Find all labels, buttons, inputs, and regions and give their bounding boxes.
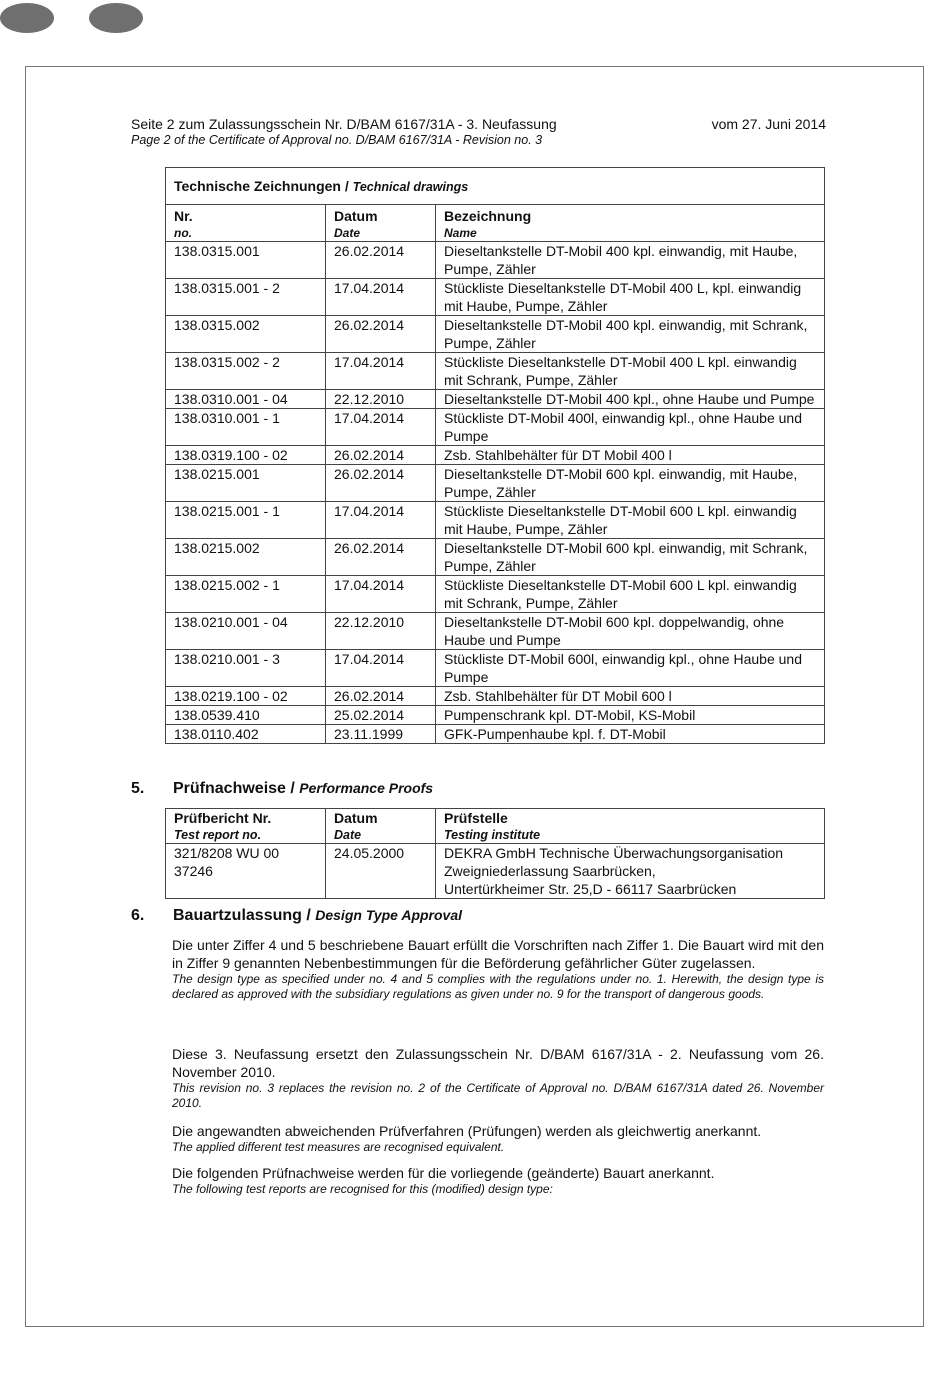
drawing-nr: 138.0539.410 [166, 706, 326, 725]
drawing-name: Dieseltankstelle DT-Mobil 400 kpl. einwandig, mit Haube, Pumpe, Zähler [436, 242, 825, 279]
col-name-en: Name [444, 226, 477, 240]
drawing-name: Stückliste Dieseltankstelle DT-Mobil 400 L, kpl. einwandig mit Haube, Pumpe, Zähler [436, 279, 825, 316]
drawing-name: Stückliste DT-Mobil 400l, einwandig kpl., ohne Haube und Pumpe [436, 409, 825, 446]
proofs-row: 321/8208 WU 00 37246 24.05.2000 DEKRA GmbH Technische Überwachungsorganisation Zweigniederlassung Saarbrücken, Untertürkheimer Str. 25,D - 66117 Saarbrücken [166, 844, 825, 899]
drawing-nr: 138.0219.100 - 02 [166, 687, 326, 706]
drawings-caption: Technische Zeichnungen / Technical drawings [166, 168, 825, 205]
drawing-date: 17.04.2014 [326, 576, 436, 613]
drawing-date: 26.02.2014 [326, 539, 436, 576]
drawing-date: 22.12.2010 [326, 613, 436, 650]
section-6-paragraph-3: Die angewandten abweichenden Prüfverfahren (Prüfungen) werden als gleichwertig anerkannt. The applied different test measures are recognised equivalent. [172, 1123, 762, 1154]
drawing-nr: 138.0310.001 - 04 [166, 390, 326, 409]
drawing-row [166, 242, 825, 279]
drawing-date: 17.04.2014 [326, 502, 436, 539]
drawing-row [166, 539, 825, 576]
drawing-nr: 138.0315.001 - 2 [166, 279, 326, 316]
drawing-row [166, 316, 825, 353]
section-6-paragraph-1: Die unter Ziffer 4 und 5 beschriebene Bauart erfüllt die Vorschriften nach Ziffer 1. Die Bauart wird mit den in Ziffer 9 genannten Nebenbestimmungen für die Beförderung gefährlicher Güter zugelassen. The design type as specified under no. 4 and 5 complies with the regulations under no. 1. Herewith, the design type is declared as approved with the subsidiary regulations as given under no. 9 for the transport of dangerous goods. [172, 937, 824, 1001]
col-nr-en: no. [174, 226, 192, 240]
header-date: vom 27. Juni 2014 [711, 116, 826, 132]
drawing-row [166, 502, 825, 539]
drawing-date: 17.04.2014 [326, 409, 436, 446]
section-5-heading: 5. Prüfnachweise / Performance Proofs [131, 780, 434, 797]
drawing-row [166, 650, 825, 687]
drawing-nr: 138.0110.402 [166, 725, 326, 744]
drawing-nr: 138.0210.001 - 04 [166, 613, 326, 650]
drawings-header-row [166, 205, 825, 242]
section-6-heading: 6. Bauartzulassung / Design Type Approval [131, 907, 463, 924]
drawing-date: 26.02.2014 [326, 687, 436, 706]
drawing-name: Dieseltankstelle DT-Mobil 600 kpl. einwandig, mit Haube, Pumpe, Zähler [436, 465, 825, 502]
drawing-nr: 138.0319.100 - 02 [166, 446, 326, 465]
drawing-nr: 138.0310.001 - 1 [166, 409, 326, 446]
header-title-de: Seite 2 zum Zulassungsschein Nr. D/BAM 6167/31A - 3. Neufassung [131, 116, 557, 132]
punch-hole-right [89, 3, 143, 33]
drawing-name: Stückliste DT-Mobil 600l, einwandig kpl., ohne Haube und Pumpe [436, 650, 825, 687]
drawing-name: Stückliste Dieseltankstelle DT-Mobil 400 L kpl. einwandig mit Schrank, Pumpe, Zähler [436, 353, 825, 390]
drawing-date: 22.12.2010 [326, 390, 436, 409]
drawing-name: Dieseltankstelle DT-Mobil 600 kpl. doppelwandig, ohne Haube und Pumpe [436, 613, 825, 650]
drawing-name: Dieseltankstelle DT-Mobil 400 kpl. einwandig, mit Schrank, Pumpe, Zähler [436, 316, 825, 353]
drawing-date: 17.04.2014 [326, 353, 436, 390]
drawing-row [166, 576, 825, 613]
drawing-row [166, 706, 825, 725]
drawing-name: Zsb. Stahlbehälter für DT Mobil 400 l [436, 446, 825, 465]
drawing-nr: 138.0215.001 [166, 465, 326, 502]
drawing-nr: 138.0315.001 [166, 242, 326, 279]
section-6-paragraph-4: Die folgenden Prüfnachweise werden für die vorliegende (geänderte) Bauart anerkannt. The following test reports are recognised for this (modified) design type: [172, 1165, 715, 1196]
drawing-row [166, 279, 825, 316]
drawing-name: Pumpenschrank kpl. DT-Mobil, KS-Mobil [436, 706, 825, 725]
drawing-name: Dieseltankstelle DT-Mobil 400 kpl., ohne Haube und Pumpe [436, 390, 825, 409]
col-date: Datum [334, 208, 378, 224]
drawing-name: Zsb. Stahlbehälter für DT Mobil 600 l [436, 687, 825, 706]
drawing-date: 25.02.2014 [326, 706, 436, 725]
col-date-en: Date [334, 226, 361, 240]
drawing-name: Dieseltankstelle DT-Mobil 600 kpl. einwandig, mit Schrank, Pumpe, Zähler [436, 539, 825, 576]
performance-proofs-table [165, 808, 825, 899]
drawing-date: 26.02.2014 [326, 465, 436, 502]
section-6-paragraph-2: Diese 3. Neufassung ersetzt den Zulassungsschein Nr. D/BAM 6167/31A - 2. Neufassung vom 26. November 2010. This revision no. 3 replaces the revision no. 2 of the Certificate of Approval no. D/BAM 6167/31A dated 26. November 2010. [172, 1046, 824, 1110]
drawing-nr: 138.0315.002 [166, 316, 326, 353]
drawing-date: 26.02.2014 [326, 242, 436, 279]
drawing-row [166, 687, 825, 706]
punch-hole-left [0, 3, 54, 33]
drawing-row [166, 465, 825, 502]
col-name: Bezeichnung [444, 208, 532, 224]
drawing-date: 17.04.2014 [326, 650, 436, 687]
drawing-date: 26.02.2014 [326, 316, 436, 353]
drawing-row [166, 353, 825, 390]
drawing-row [166, 409, 825, 446]
drawing-name: GFK-Pumpenhaube kpl. f. DT-Mobil [436, 725, 825, 744]
drawing-row [166, 446, 825, 465]
drawing-nr: 138.0215.002 - 1 [166, 576, 326, 613]
drawing-row [166, 390, 825, 409]
drawing-name: Stückliste Dieseltankstelle DT-Mobil 600 L kpl. einwandig mit Haube, Pumpe, Zähler [436, 502, 825, 539]
page-header [131, 116, 826, 148]
proofs-header-row: Prüfbericht Nr. Test report no. Datum Date Prüfstelle Testing institute [166, 809, 825, 844]
header-title-en: Page 2 of the Certificate of Approval no. D/BAM 6167/31A - Revision no. 3 [131, 133, 543, 147]
col-nr: Nr. [174, 208, 193, 224]
drawing-date: 17.04.2014 [326, 279, 436, 316]
drawing-nr: 138.0315.002 - 2 [166, 353, 326, 390]
drawing-row [166, 725, 825, 744]
technical-drawings-table [165, 167, 825, 744]
drawing-row [166, 613, 825, 650]
drawing-name: Stückliste Dieseltankstelle DT-Mobil 600 L kpl. einwandig mit Schrank, Pumpe, Zähler [436, 576, 825, 613]
drawing-nr: 138.0210.001 - 3 [166, 650, 326, 687]
drawing-date: 26.02.2014 [326, 446, 436, 465]
drawing-nr: 138.0215.001 - 1 [166, 502, 326, 539]
drawing-date: 23.11.1999 [326, 725, 436, 744]
drawing-nr: 138.0215.002 [166, 539, 326, 576]
